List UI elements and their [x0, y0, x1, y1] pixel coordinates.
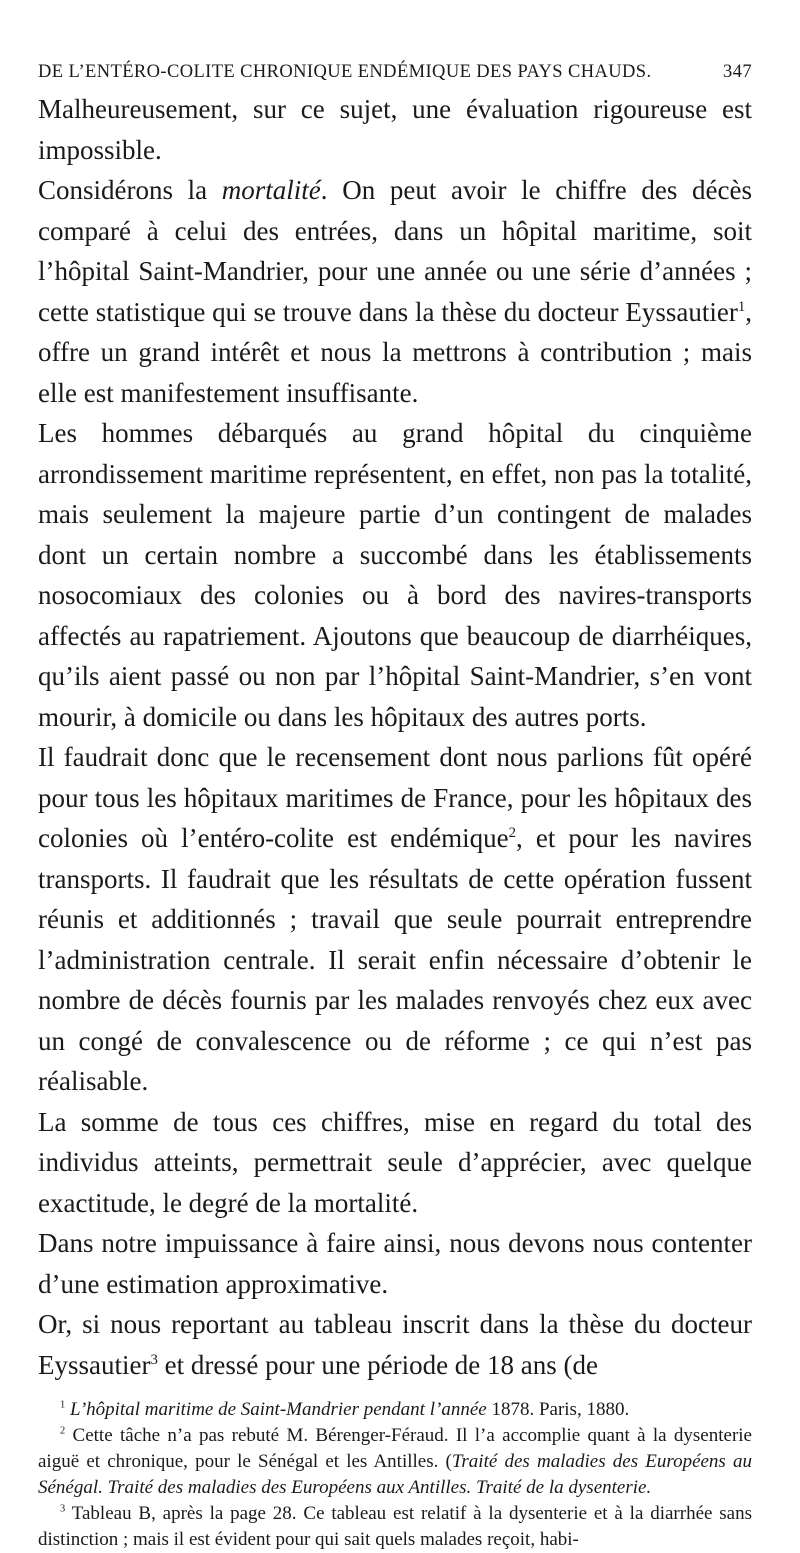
paragraph-6: Dans notre impuissance à faire ainsi, nous devons nous contenter d’une estimation approximative.: [38, 1228, 752, 1299]
footnote-ref-3[interactable]: 3: [150, 1351, 158, 1368]
footnote-3-text: Tableau B, après la page 28. Ce tableau est relatif à la dysenterie et à la diarrhée sans distinction ; mais il est évident pour qui sait quels malades reçoit, habi-: [38, 1503, 752, 1550]
paragraph-5: La somme de tous ces chiffres, mise en regard du total des individus atteints, permettrait seule d’apprécier, avec quelque exactitude, le degré de la mortalité.: [38, 1106, 752, 1218]
paragraph-2: [38, 170, 752, 413]
paragraph-2-end: , offre un grand intérêt et nous la mettrons à contribution ; mais elle est manifestement insuffisante.: [38, 296, 752, 408]
running-title: DE L’ENTÉRO-COLITE CHRONIQUE ENDÉMIQUE DES PAYS CHAUDS.: [38, 62, 652, 82]
paragraph-2-mid: . On peut avoir le chiffre des décès comparé à celui des entrées, dans un hôpital maritime, soit l’hôpital Saint-Mandrier, pour une année ou une série d’années ; cette statistique qui se trouve dans la thèse du docteur Eyssautier: [38, 175, 752, 327]
paragraph-7: [38, 1304, 752, 1385]
footnote-2-mark: 2: [60, 1425, 66, 1437]
footnote-3-mark: 3: [60, 1503, 66, 1515]
paragraph-4-start: Il faudrait donc que le recensement dont nous parlions fût opéré pour tous les hôpitaux maritimes de France, pour les hôpitaux des colonies où l’entéro-colite est endémique: [38, 742, 752, 853]
paragraph-1: Malheureusement, sur ce sujet, une évaluation rigoureuse est impossible.: [38, 94, 752, 165]
page-number: 347: [723, 62, 752, 82]
main-text: [38, 89, 752, 1385]
footnote-2-text: Cette tâche n’a pas rebuté M. Bérenger-Féraud. Il l’a accomplie quant à la dysenterie aiguë et chronique, pour le Sénégal et les Antilles. (: [38, 1425, 752, 1472]
footnote-ref-2[interactable]: 2: [508, 825, 517, 841]
paragraph-4: [38, 737, 752, 1102]
footnote-1-rest: 1878. Paris, 1880.: [486, 1399, 630, 1420]
footnote-1: [38, 1397, 752, 1423]
footnote-3: [38, 1501, 752, 1553]
mortalite-emphasis: mortalité: [221, 175, 321, 205]
paragraph-7-start: Or, si nous reportant au tableau inscrit dans la thèse du docteur Eyssautier: [38, 1309, 752, 1380]
footnote-2: [38, 1423, 752, 1501]
running-header: [38, 62, 752, 83]
footnote-1-mark: 1: [60, 1399, 66, 1411]
paragraph-2-start: Considérons la: [38, 175, 222, 205]
footnote-ref-1[interactable]: 1: [737, 298, 746, 315]
paragraph-3: Les hommes débarqués au grand hôpital du cinquième arrondissement maritime représentent, en effet, non pas la totalité, mais seulement la majeure partie d’un contingent de malades dont un certain nombre a succombé dans les établissements nosocomiaux des colonies ou à bord des navires-transports affectés au rapatriement. Ajoutons que beaucoup de diarrhéiques, qu’ils aient passé ou non par l’hôpital Saint-Mandrier, s’en vont mourir, à domicile ou dans les hôpitaux des autres ports.: [38, 418, 752, 732]
footnote-1-title: L’hôpital maritime de Saint-Mandrier pendant l’année: [69, 1399, 487, 1420]
paragraph-7-end: et dressé pour une période de 18 ans (de: [157, 1349, 599, 1380]
footnotes: [38, 1397, 752, 1553]
paragraph-4-end: , et pour les navires transports. Il faudrait que les résultats de cette opération fussent réunis et additionnés ; travail que seule pourrait entreprendre l’administration centrale. Il serait enfin nécessaire d’obtenir le nombre de décès fournis par les malades renvoyés chez eux avec un congé de convalescence ou de réforme ; ce qui n’est pas réalisable.: [38, 823, 753, 1096]
footnote-2-titles: Traité des maladies des Européens au Sénégal. Traité des maladies des Européens aux Antilles. Traité de la dysenterie.: [38, 1451, 753, 1498]
